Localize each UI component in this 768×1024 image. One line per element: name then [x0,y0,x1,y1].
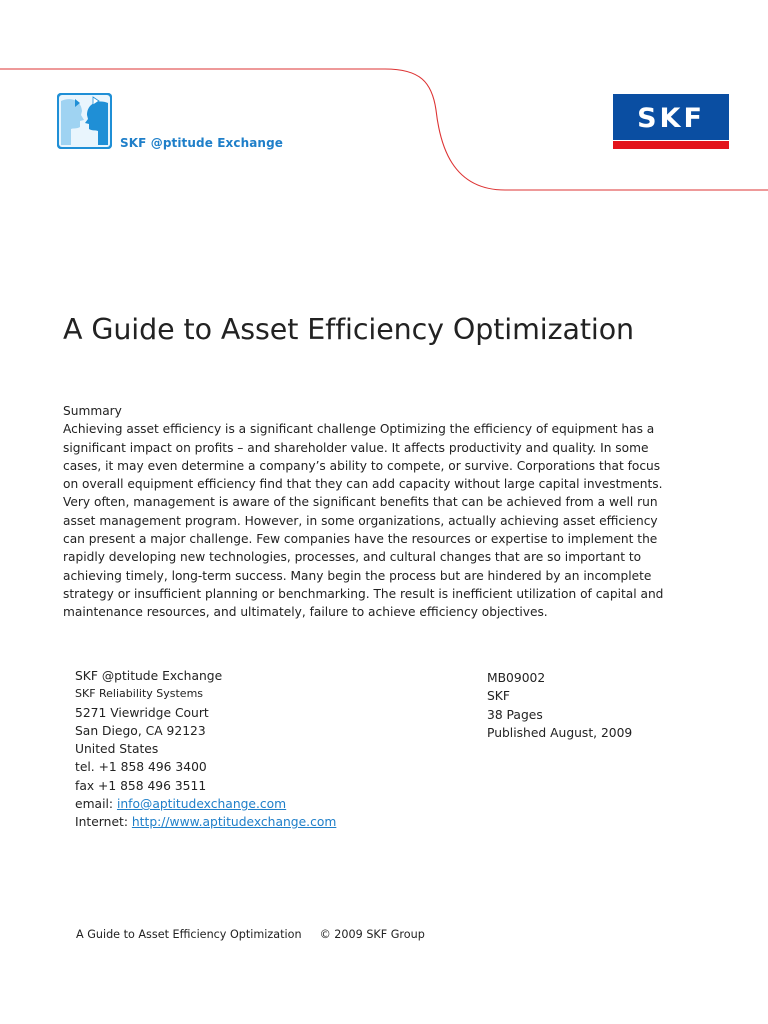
internet-label: Internet: [75,815,132,830]
doc-pages: 38 Pages [487,707,543,722]
faces-logo-icon [57,93,112,149]
page-footer [76,928,425,941]
contact-tel: tel. +1 858 496 3400 [75,760,207,775]
exchange-caption: SKF @ptitude Exchange [120,136,284,150]
summary-section [63,402,673,622]
email-label: email: [75,797,117,812]
doc-published: Published August, 2009 [487,725,633,740]
publication-meta [487,669,632,742]
contact-country: United States [75,742,159,757]
doc-code: MB09002 [487,671,546,685]
skf-logo [613,94,729,149]
contact-city: San Diego, CA 92123 [75,723,206,738]
summary-paragraph-2: Very often, management is aware of the significant benefits that can be achieved from a well run asset management program. However, in some organizations, actually achieving asset efficiency can present a major challenge. Few companies have the resources or expertise to implement the rapidly developing new technologies, processes, and cultural changes that are so important to achieving timely, long-term success. Many begin the process but are hindered by an incomplete strategy or insufficient planning or benchmarking. The result is inefficient utilization of capital and maintenance resources, and ultimately, failure to achieve efficiency objectives. [63,495,664,620]
footer-copyright: © 2009 SKF Group [319,928,425,941]
contact-division: SKF Reliability Systems [75,687,204,701]
contact-email-row [75,795,336,813]
contact-org: SKF @ptitude Exchange [75,669,223,683]
contact-fax: fax +1 858 496 3511 [75,778,207,793]
contact-block [75,667,336,832]
doc-publisher: SKF [487,689,510,704]
contact-internet-row [75,813,336,831]
contact-street: 5271 Viewridge Court [75,705,209,720]
skf-logo-text: SKF [637,103,705,134]
footer-title: A Guide to Asset Efficiency Optimization [76,928,302,941]
email-link[interactable]: info@aptitudexchange.com [116,797,287,812]
document-title: A Guide to Asset Efficiency Optimization [63,313,635,346]
summary-paragraph-1: Achieving asset efficiency is a significant challenge Optimizing the efficiency of equipment has a significant impact on profits – and shareholder value. It affects productivity and quality. In some cases, it may even determine a company’s ability to compete, or survive. Corporations that focus on overall equipment efficiency find that they can add capacity without large capital investments. [63,422,663,492]
summary-heading: Summary [63,404,122,418]
aptitude-exchange-logo [57,93,112,149]
internet-link[interactable]: http://www.aptitudexchange.com [131,815,337,830]
